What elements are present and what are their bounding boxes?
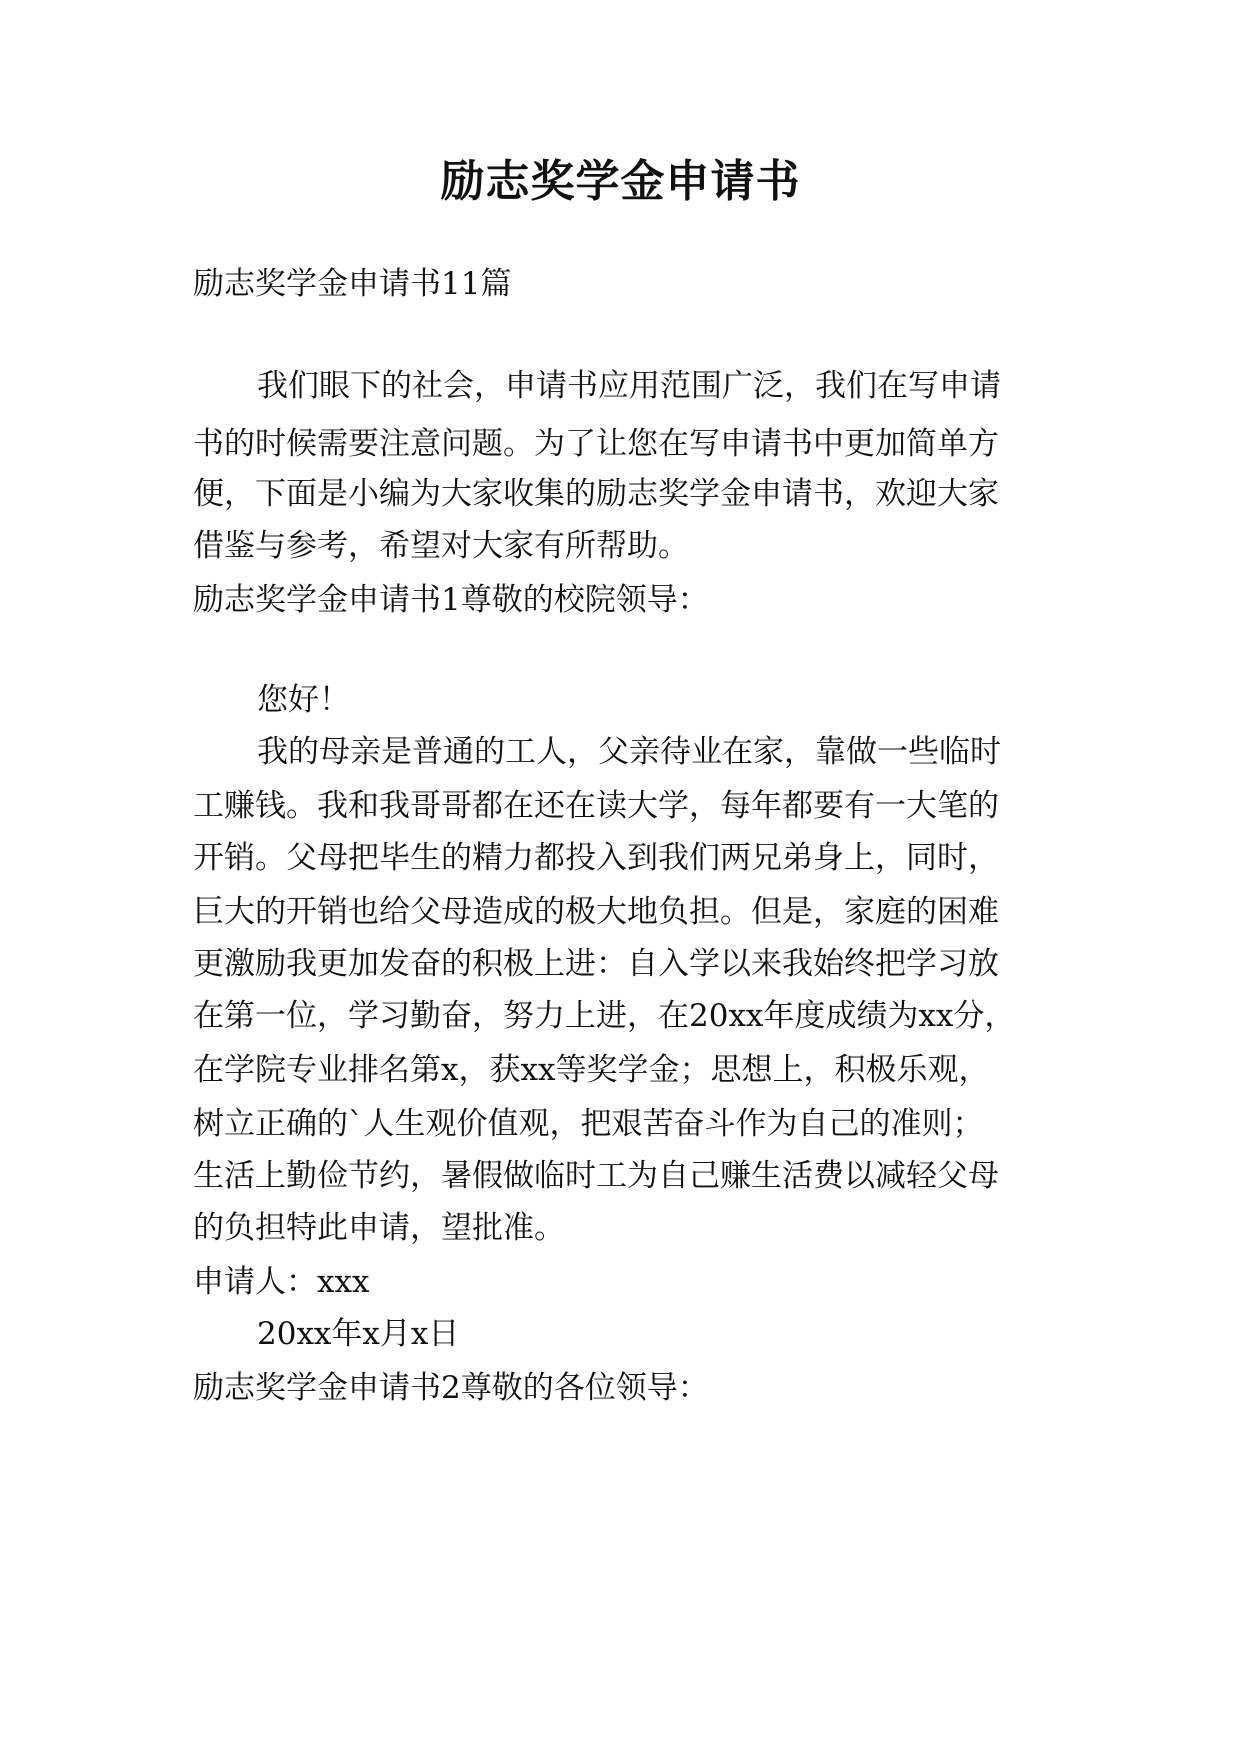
greeting: 您好！ (257, 682, 350, 718)
intro-line-4: 借鉴与参考，希望对大家有所帮助。 (193, 528, 689, 564)
document-subtitle: 励志奖学金申请书11篇 (193, 266, 512, 302)
section-heading-1: 励志奖学金申请书1尊敬的校院领导： (193, 582, 709, 618)
page-title: 励志奖学金申请书 (440, 156, 801, 207)
body-line-3: 开销。父母把毕生的精力都投入到我们两兄弟身上，同时， (193, 840, 999, 876)
body-line-9: 生活上勤俭节约，暑假做临时工为自己赚生活费以减轻父母 (193, 1158, 999, 1194)
date-line: 20xx年x月x日 (257, 1316, 460, 1352)
intro-line-2: 书的时候需要注意问题。为了让您在写申请书中更加简单方 (193, 426, 999, 462)
body-line-4: 巨大的开销也给父母造成的极大地负担。但是，家庭的困难 (193, 894, 999, 930)
body-line-10: 的负担特此申请，望批准。 (193, 1210, 565, 1246)
section-heading-2: 励志奖学金申请书2尊敬的各位领导： (193, 1370, 709, 1406)
intro-line-1: 我们眼下的社会，申请书应用范围广泛，我们在写申请 (257, 368, 1001, 404)
body-line-5: 更激励我更加发奋的积极上进：自入学以来我始终把学习放 (193, 946, 999, 982)
intro-line-3: 便，下面是小编为大家收集的励志奖学金申请书，欢迎大家 (193, 476, 999, 512)
body-line-6: 在第一位，学习勤奋，努力上进，在20xx年度成绩为xx分， (193, 998, 1016, 1034)
body-line-7: 在学院专业排名第x，获xx等奖学金；思想上，积极乐观， (193, 1052, 990, 1088)
body-line-2: 工赚钱。我和我哥哥都在还在读大学，每年都要有一大笔的 (193, 788, 999, 824)
applicant-line: 申请人：xxx (193, 1264, 370, 1300)
body-line-1: 我的母亲是普通的工人，父亲待业在家，靠做一些临时 (257, 734, 1001, 770)
body-line-8: 树立正确的`人生观价值观，把艰苦奋斗作为自己的准则； (193, 1106, 984, 1142)
